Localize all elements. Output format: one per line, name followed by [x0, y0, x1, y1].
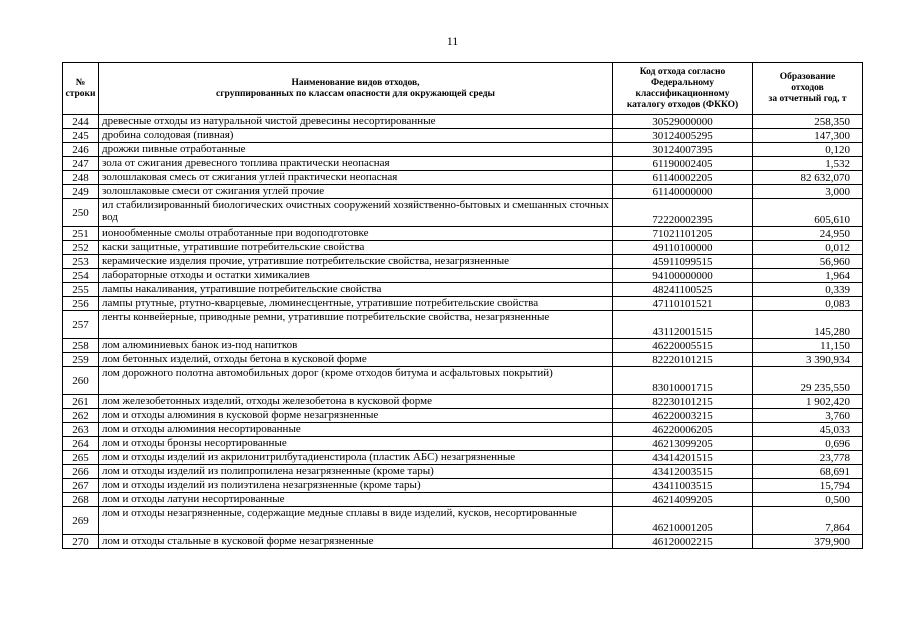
waste-name-cell: керамические изделия прочие, утратившие потребительские свойства, незагрязненные — [99, 255, 613, 269]
waste-name-cell: золошлаковые смеси от сжигания углей прочие — [99, 185, 613, 199]
row-number-cell: 246 — [63, 143, 99, 157]
row-number-cell: 254 — [63, 269, 99, 283]
waste-amount-cell: 0,083 — [753, 297, 863, 311]
fkko-code-cell: 72220002395 — [613, 199, 753, 227]
table-row — [63, 437, 863, 451]
waste-amount-cell: 11,150 — [753, 339, 863, 353]
row-number-cell: 267 — [63, 479, 99, 493]
row-number-cell: 251 — [63, 227, 99, 241]
waste-amount-cell: 56,960 — [753, 255, 863, 269]
fkko-code-cell: 46213099205 — [613, 437, 753, 451]
fkko-code-cell: 43412003515 — [613, 465, 753, 479]
row-number-cell: 255 — [63, 283, 99, 297]
fkko-code-cell: 71021101205 — [613, 227, 753, 241]
fkko-code-cell: 30529000000 — [613, 115, 753, 129]
table-body — [63, 115, 863, 549]
waste-name-cell: ленты конвейерные, приводные ремни, утратившие потребительские свойства, незагрязненные — [99, 311, 613, 339]
row-number-cell: 265 — [63, 451, 99, 465]
waste-name-cell: лом и отходы стальные в кусковой форме незагрязненные — [99, 535, 613, 549]
fkko-code-cell: 45911099515 — [613, 255, 753, 269]
row-number-cell: 248 — [63, 171, 99, 185]
waste-amount-cell: 1 902,420 — [753, 395, 863, 409]
table-row — [63, 507, 863, 535]
table-row — [63, 297, 863, 311]
table-row — [63, 353, 863, 367]
waste-name-cell: лом дорожного полотна автомобильных дорог (кроме отходов битума и асфальтовых покрытий) — [99, 367, 613, 395]
waste-amount-cell: 45,033 — [753, 423, 863, 437]
waste-name-cell: лом и отходы латуни несортированные — [99, 493, 613, 507]
waste-amount-cell: 82 632,070 — [753, 171, 863, 185]
fkko-code-cell: 30124007395 — [613, 143, 753, 157]
row-number-cell: 258 — [63, 339, 99, 353]
row-number-cell: 261 — [63, 395, 99, 409]
fkko-code-cell: 43112001515 — [613, 311, 753, 339]
waste-name-cell: лампы накаливания, утратившие потребительские свойства — [99, 283, 613, 297]
waste-table — [62, 62, 863, 549]
row-number-cell: 244 — [63, 115, 99, 129]
waste-name-cell: золошлаковая смесь от сжигания углей практически неопасная — [99, 171, 613, 185]
waste-name-cell: ионообменные смолы отработанные при водоподготовке — [99, 227, 613, 241]
table-row — [63, 451, 863, 465]
fkko-code-cell: 46220005515 — [613, 339, 753, 353]
header-waste-amount: Образование отходов за отчетный год, т — [753, 63, 863, 115]
table-row — [63, 283, 863, 297]
waste-amount-cell: 0,012 — [753, 241, 863, 255]
row-number-cell: 253 — [63, 255, 99, 269]
waste-amount-cell: 379,900 — [753, 535, 863, 549]
fkko-code-cell: 46214099205 — [613, 493, 753, 507]
waste-name-cell: дробина солодовая (пивная) — [99, 129, 613, 143]
waste-name-cell: древесные отходы из натуральной чистой древесины несортированные — [99, 115, 613, 129]
table-row — [63, 241, 863, 255]
waste-name-cell: лом и отходы изделий из акрилонитрилбутадиенстирола (пластик АБС) незагрязненные — [99, 451, 613, 465]
waste-amount-cell: 7,864 — [753, 507, 863, 535]
waste-amount-cell: 68,691 — [753, 465, 863, 479]
waste-name-cell: лом бетонных изделий, отходы бетона в кусковой форме — [99, 353, 613, 367]
table-row — [63, 171, 863, 185]
table-row — [63, 535, 863, 549]
waste-amount-cell: 0,500 — [753, 493, 863, 507]
row-number-cell: 245 — [63, 129, 99, 143]
row-number-cell: 249 — [63, 185, 99, 199]
table-row — [63, 157, 863, 171]
fkko-code-cell: 46210001205 — [613, 507, 753, 535]
table-row — [63, 311, 863, 339]
waste-amount-cell: 258,350 — [753, 115, 863, 129]
waste-amount-cell: 1,532 — [753, 157, 863, 171]
row-number-cell: 270 — [63, 535, 99, 549]
table-row — [63, 423, 863, 437]
table-row — [63, 409, 863, 423]
row-number-cell: 252 — [63, 241, 99, 255]
waste-amount-cell: 3 390,934 — [753, 353, 863, 367]
waste-amount-cell: 147,300 — [753, 129, 863, 143]
waste-name-cell: лом и отходы изделий из полиэтилена незагрязненные (кроме тары) — [99, 479, 613, 493]
table-row — [63, 395, 863, 409]
row-number-cell: 250 — [63, 199, 99, 227]
waste-amount-cell: 0,339 — [753, 283, 863, 297]
waste-amount-cell: 145,280 — [753, 311, 863, 339]
row-number-cell: 259 — [63, 353, 99, 367]
waste-amount-cell: 15,794 — [753, 479, 863, 493]
fkko-code-cell: 46220003215 — [613, 409, 753, 423]
waste-name-cell: лабораторные отходы и остатки химикалиев — [99, 269, 613, 283]
table-row — [63, 339, 863, 353]
row-number-cell: 262 — [63, 409, 99, 423]
table-row — [63, 143, 863, 157]
header-fkko-code: Код отхода согласно Федеральному классификационному каталогу отходов (ФККО) — [613, 63, 753, 115]
waste-amount-cell: 23,778 — [753, 451, 863, 465]
fkko-code-cell: 61140002205 — [613, 171, 753, 185]
fkko-code-cell: 43411003515 — [613, 479, 753, 493]
waste-name-cell: лом алюминиевых банок из-под напитков — [99, 339, 613, 353]
row-number-cell: 269 — [63, 507, 99, 535]
header-waste-name: Наименование видов отходов, сгруппированных по классам опасности для окружающей среды — [99, 63, 613, 115]
waste-name-cell: лом и отходы алюминия несортированные — [99, 423, 613, 437]
waste-name-cell: лом и отходы незагрязненные, содержащие медные сплавы в виде изделий, кусков, несортированные — [99, 507, 613, 535]
waste-name-cell: лом и отходы изделий из полипропилена незагрязненные (кроме тары) — [99, 465, 613, 479]
waste-amount-cell: 24,950 — [753, 227, 863, 241]
fkko-code-cell: 82230101215 — [613, 395, 753, 409]
waste-name-cell: лом железобетонных изделий, отходы железобетона в кусковой форме — [99, 395, 613, 409]
table-row — [63, 367, 863, 395]
row-number-cell: 268 — [63, 493, 99, 507]
waste-amount-cell: 3,000 — [753, 185, 863, 199]
table-row — [63, 479, 863, 493]
table-row — [63, 255, 863, 269]
waste-name-cell: лом и отходы бронзы несортированные — [99, 437, 613, 451]
table-row — [63, 227, 863, 241]
table-row — [63, 269, 863, 283]
fkko-code-cell: 30124005295 — [613, 129, 753, 143]
waste-name-cell: ил стабилизированный биологических очистных сооружений хозяйственно-бытовых и смешанных сточных вод — [99, 199, 613, 227]
fkko-code-cell: 61140000000 — [613, 185, 753, 199]
fkko-code-cell: 61190002405 — [613, 157, 753, 171]
fkko-code-cell: 47110101521 — [613, 297, 753, 311]
row-number-cell: 264 — [63, 437, 99, 451]
table-row — [63, 185, 863, 199]
row-number-cell: 260 — [63, 367, 99, 395]
waste-amount-cell: 29 235,550 — [753, 367, 863, 395]
row-number-cell: 247 — [63, 157, 99, 171]
fkko-code-cell: 46120002215 — [613, 535, 753, 549]
fkko-code-cell: 49110100000 — [613, 241, 753, 255]
fkko-code-cell: 94100000000 — [613, 269, 753, 283]
fkko-code-cell: 82220101215 — [613, 353, 753, 367]
fkko-code-cell: 43414201515 — [613, 451, 753, 465]
table-row — [63, 465, 863, 479]
fkko-code-cell: 48241100525 — [613, 283, 753, 297]
row-number-cell: 263 — [63, 423, 99, 437]
fkko-code-cell: 83010001715 — [613, 367, 753, 395]
waste-name-cell: зола от сжигания древесного топлива практически неопасная — [99, 157, 613, 171]
row-number-cell: 256 — [63, 297, 99, 311]
waste-amount-cell: 0,696 — [753, 437, 863, 451]
row-number-cell: 257 — [63, 311, 99, 339]
page-number: 11 — [446, 34, 459, 48]
waste-name-cell: лампы ртутные, ртутно-кварцевые, люминесцентные, утратившие потребительские свойства — [99, 297, 613, 311]
header-row-number: № строки — [63, 63, 99, 115]
table-row — [63, 493, 863, 507]
table-row — [63, 129, 863, 143]
table-row — [63, 115, 863, 129]
table-row — [63, 199, 863, 227]
row-number-cell: 266 — [63, 465, 99, 479]
waste-name-cell: лом и отходы алюминия в кусковой форме незагрязненные — [99, 409, 613, 423]
waste-amount-cell: 3,760 — [753, 409, 863, 423]
waste-name-cell: каски защитные, утратившие потребительские свойства — [99, 241, 613, 255]
waste-amount-cell: 605,610 — [753, 199, 863, 227]
table-header-row — [63, 63, 863, 115]
waste-amount-cell: 0,120 — [753, 143, 863, 157]
waste-name-cell: дрожжи пивные отработанные — [99, 143, 613, 157]
fkko-code-cell: 46220006205 — [613, 423, 753, 437]
waste-amount-cell: 1,964 — [753, 269, 863, 283]
